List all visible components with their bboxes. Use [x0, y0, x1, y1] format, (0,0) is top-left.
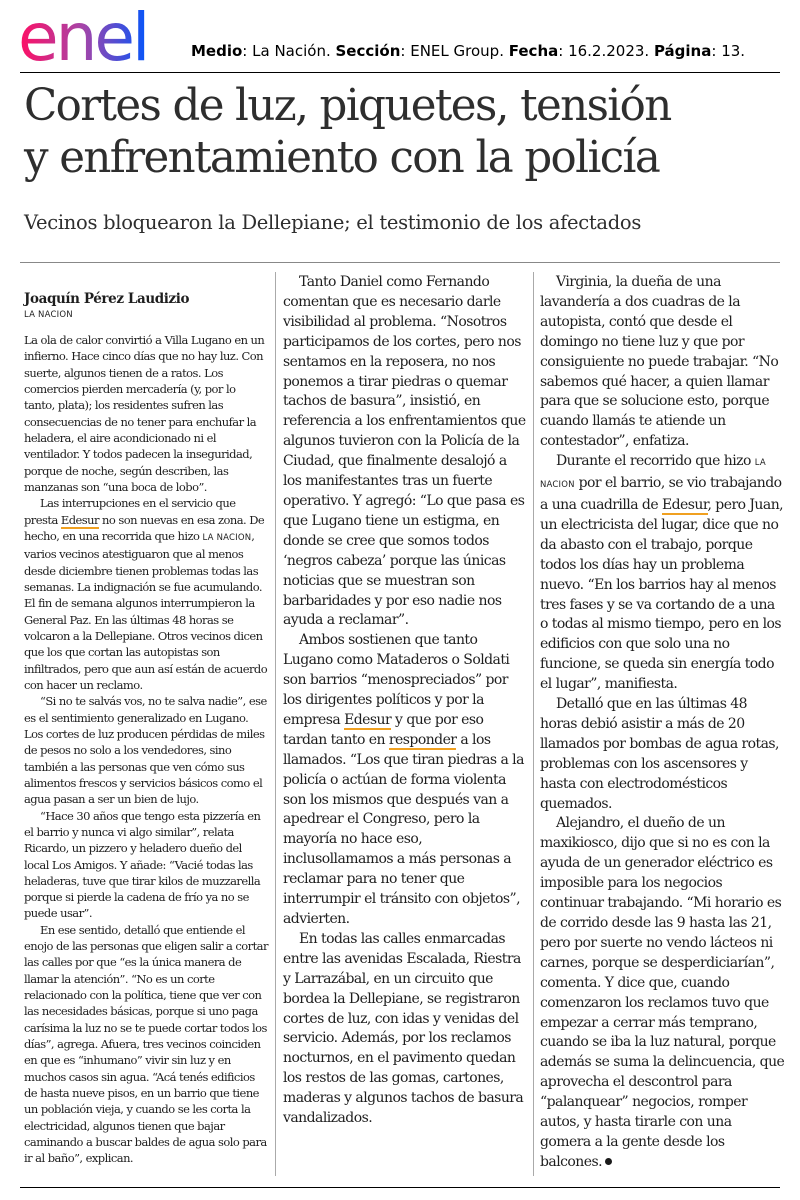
column-rule [275, 272, 276, 1176]
pagina-label: Página [653, 42, 712, 60]
paragraph: Tanto Daniel como Fernando comentan que es necesario darle visibilidad al problema. “Nosotros participamos de los cortes, pero nos sentamos en la reposera, no nos ponemos a tirar piedras o quemar tachos de basura”, insistió, en referencia a los enfrentamientos que algunos tuvieron con la Policía de la Ciudad, que finalmente desalojó a los manifestantes tras un fuerte operativo. Y agregó: “Lo que pasa es que Lugano tiene un estigma, en donde se cree que somos todos ‘negros cabeza’ porque las únicas noticias que se muestran son barbaridades y por eso nadie nos ayuda a reclamar”. [283, 274, 526, 629]
seccion-value: ENEL Group [410, 42, 500, 60]
enel-logo [16, 2, 182, 72]
paragraph-continued: En todas las calles enmarcadas entre las avenidas Escalada, Riestra y Larrazábal, en un circuito que bordea la Dellepiane, se registraron cortes de luz, con idas y venidas del servicio. Además, por los reclamos nocturnos, en el pavimento quedan los restos de las gomas, cartones, maderas y algunos tachos de basura vandalizados. [283, 930, 524, 1127]
medio-value: La Nación [252, 42, 326, 60]
edesur-highlight: Edesur [60, 512, 99, 527]
paragraph: Las interrupciones en el servicio que presta Edesur no son nuevas en esa zona. De hecho, en una recorrida que hizo LA NACION, varios vecinos atestiguaron que al menos desde diciembre tienen problemas todas las semanas. La indignación se fue acumulando. El fin de semana algunos interrumpieron la General Paz. En las últimas 48 horas se volcaron a la Dellepiane. Otros vecinos dicen que los que cortan las autopistas son infiltrados, pero que aun así están de acuerdo con hacer un reclamo. [24, 496, 268, 692]
column-rule [533, 272, 534, 1176]
edesur-highlight: Edesur [344, 711, 392, 728]
seccion-label: Sección [335, 42, 401, 60]
paragraph: “Si no te salvás vos, no te salva nadie”, ese es el sentimiento generalizado en Lugano. Los cortes de luz producen pérdidas de miles de pesos no solo a los vendedores, sino también a las personas que ven cómo sus alimentos frescos y servicios básicos como el agua pasan a ser un bien de lujo. [24, 694, 267, 807]
article-column-3 [540, 273, 785, 1173]
headline-line-1: Cortes de luz, piquetes, tensión [24, 81, 671, 131]
author-agency: LA NACION [24, 310, 73, 320]
footer-divider [20, 1187, 780, 1188]
logo-text: enel [18, 2, 148, 72]
article-column-2 [283, 273, 528, 1129]
paragraph: Durante el recorrido que hizo LA NACION por el barrio, se vio trabajando a una cuadrilla de Edesur, pero Juan, un electricista del lugar, dice que no da abasto con el trabajo, porque todos los días hay un problema nuevo. “En los barrios hay al menos tres fases y se va cortando de a una o todas al mismo tiempo, pero en los edificios con que solo una no funcione, se queda sin energía todo el lugar”, manifiesta. [540, 453, 784, 693]
article-column-1 [24, 273, 269, 1167]
headline [24, 80, 784, 184]
agency-mention: LA NACION [540, 458, 766, 491]
edesur-highlight: Edesur [661, 496, 708, 513]
agency-mention: LA NACION [202, 532, 252, 543]
paragraph-continued: En ese sentido, detalló que entiende el enojo de las personas que eligen salir a cortar las calles por que “es la única manera de llamar la atención”. “No es un corte relacionado con la política, tiene que ver con las necesidades básicas, porque si uno paga carísima la luz no se te puede cortar todos los días”, agrega. Afuera, tres vecinos coinciden en que es “inhumano” vivir sin luz y en muchos casos sin agua. “Acá tenés edificios de hasta nueve pisos, en un barrio que tiene un población vieja, y cuando se les corta la electricidad, algunos tienen que bajar caminando a buscar baldes de agua solo para ir al baño”, explican. [24, 922, 268, 1166]
responder-highlight: responder [388, 731, 457, 748]
paragraph: La ola de calor convirtió a Villa Lugano en un infierno. Hace cinco días que no hay luz. Con suerte, algunos tienen de a ratos. Los comercios pierden mercadería (y, por lo tanto, plata); los residentes sufren las consecuencias de no tener para enchufar la heladera, el aire acondicionado ni el ventilador. Y todos padecen la inseguridad, porque de noche, según describen, las manzanas son “una boca de lobo”. [24, 333, 265, 494]
fecha-label: Fecha [508, 42, 559, 60]
author-byline: Joaquín Pérez Laudizio [24, 291, 190, 307]
columns-divider [20, 262, 780, 263]
subtitle: Vecinos bloquearon la Dellepiane; el testimonio de los afectados [24, 211, 642, 234]
paragraph: Ambos sostienen que tanto Lugano como Mataderos o Soldati son barrios “menospreciados” por los dirigentes políticos y por la empresa Edesur y que por eso tardan tanto en responder a los llamados. “Los que tiran piedras a la policía o actúan de forma violenta son los mismos que después van a apedrear el Congreso, pero la mayoría no hace eso, inclusollamamos a más personas a reclamar para no tener que interrumpir el tránsito con objetos”, advierten. [283, 632, 524, 927]
document-meta: Medio: La Nación. Sección: ENEL Group. Fecha: 16.2.2023. Página: 13. [191, 42, 746, 60]
paragraph: Alejandro, el dueño de un maxikiosco, dijo que si no es con la ayuda de un generador eléctrico es imposible para los negocios continuar trabajando. “Mi horario es de corrido desde las 9 hasta las 21, pero por suerte no vendo lácteos ni carnes, porque se desperdiciarían”, comenta. Y dice que, cuando comenzaron los reclamos tuvo que empezar a cerrar más temprano, cuando se iba la luz natural, porque además se suma la delincuencia, que aprovecha el descontrol para “palanquear” negocios, romper autos, y hasta tirarle con una gomera a la gente desde los balcones. [540, 815, 785, 1170]
paragraph: Detalló que en las últimas 48 horas debió asistir a más de 20 llamados por bombas de agua rotas, problemas con los ascensores y hasta con electrodomésticos quemados. [540, 696, 779, 812]
fecha-value: 16.2.2023 [568, 42, 645, 60]
paragraph: Virginia, la dueña de una lavandería a dos cuadras de la autopista, contó que desde el domingo no tiene luz y que por consiguiente no puede trabajar. “No sabemos qué hacer, a quien llamar para que se solucione esto, porque cuando llamás te atiende un contestador”, enfatiza. [540, 274, 779, 450]
medio-label: Medio [191, 42, 243, 60]
headline-line-2: y enfrentamiento con la policía [24, 133, 660, 183]
pagina-value: 13 [721, 42, 741, 60]
end-of-article-icon [605, 1158, 612, 1165]
header-divider [20, 72, 780, 73]
paragraph: “Hace 30 años que tengo esta pizzería en el barrio y nunca vi algo similar”, relata Ricardo, un pizzero y heladero dueño del local Los Amigos. Y añade: “Vacié todas las heladeras, tuve que tirar kilos de muzzarella porque si pierde la cadena de frío ya no se puede usar”. [24, 808, 261, 921]
